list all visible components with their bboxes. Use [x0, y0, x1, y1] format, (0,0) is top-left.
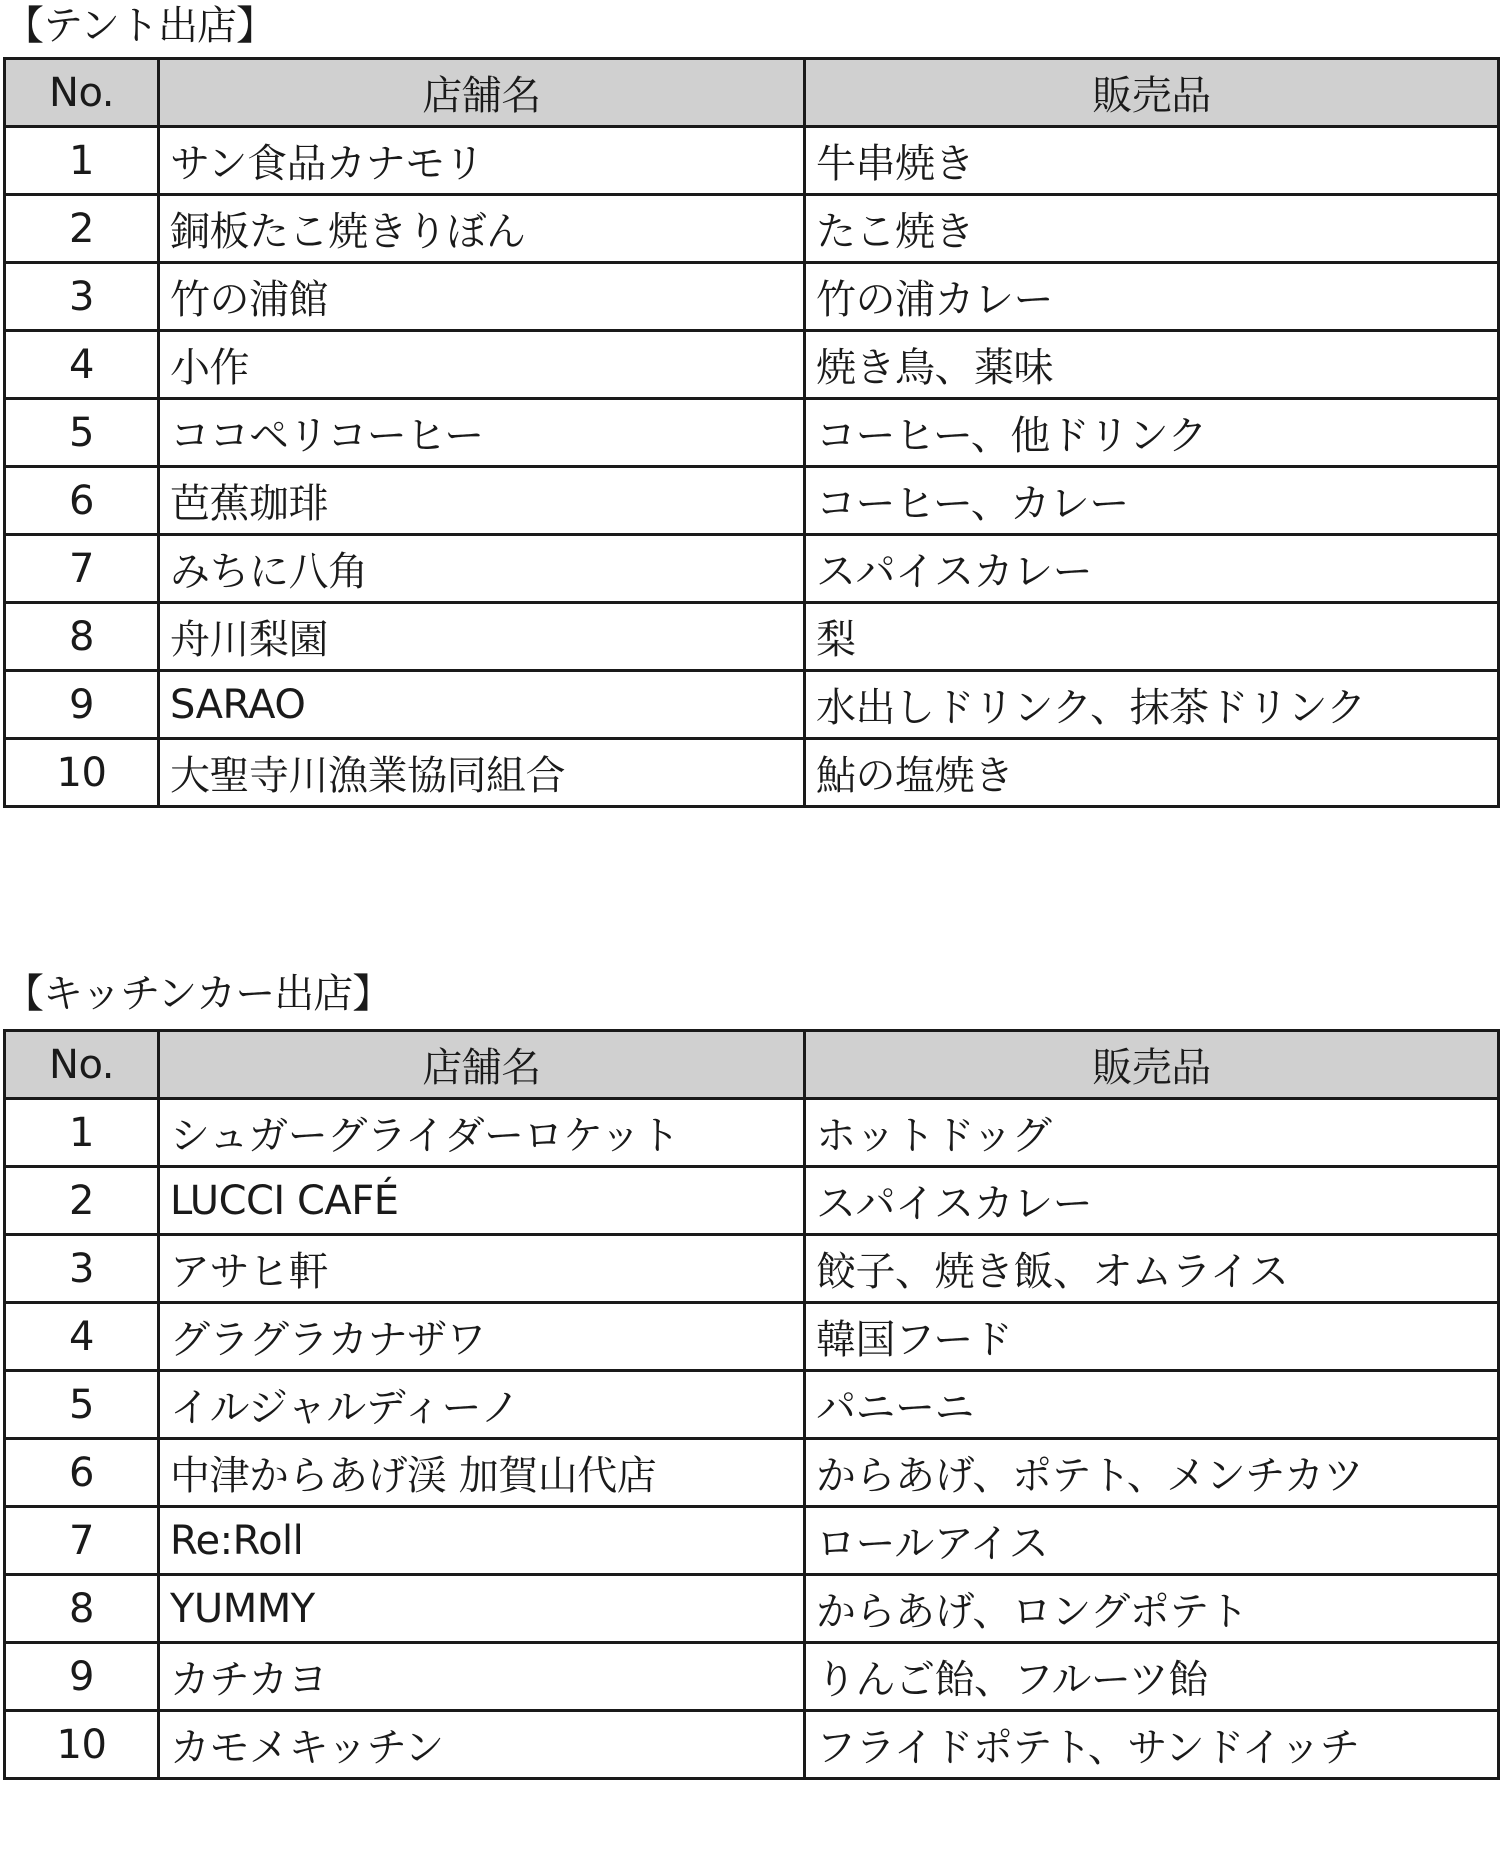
table-row	[5, 331, 1499, 399]
header-items: 販売品	[805, 1031, 1499, 1099]
items-sold: 鮎の塩焼き	[805, 739, 1499, 807]
shop-name: 中津からあげ渓 加賀山代店	[159, 1439, 805, 1507]
items-sold: ホットドッグ	[805, 1099, 1499, 1167]
row-no: 3	[5, 1235, 159, 1303]
row-no: 4	[5, 331, 159, 399]
shop-name: イルジャルディーノ	[159, 1371, 805, 1439]
shop-name: 竹の浦館	[159, 263, 805, 331]
items-sold: 牛串焼き	[805, 127, 1499, 195]
tent-section-title: 【テント出店】	[4, 3, 275, 49]
tent-shop-table	[3, 57, 1500, 808]
shop-name: アサヒ軒	[159, 1235, 805, 1303]
table-row	[5, 127, 1499, 195]
row-no: 5	[5, 1371, 159, 1439]
table-body	[5, 127, 1499, 807]
shop-name: 大聖寺川漁業協同組合	[159, 739, 805, 807]
shop-name: カチカヨ	[159, 1643, 805, 1711]
row-no: 2	[5, 195, 159, 263]
items-sold: たこ焼き	[805, 195, 1499, 263]
table-row	[5, 739, 1499, 807]
table-row	[5, 1371, 1499, 1439]
table-row	[5, 263, 1499, 331]
table-row	[5, 1575, 1499, 1643]
items-sold: ロールアイス	[805, 1507, 1499, 1575]
shop-name: 舟川梨園	[159, 603, 805, 671]
items-sold: コーヒー、他ドリンク	[805, 399, 1499, 467]
row-no: 1	[5, 1099, 159, 1167]
items-sold: からあげ、ロングポテト	[805, 1575, 1499, 1643]
header-items: 販売品	[805, 59, 1499, 127]
shop-name: カモメキッチン	[159, 1711, 805, 1779]
shop-name: シュガーグライダーロケット	[159, 1099, 805, 1167]
table-body	[5, 1099, 1499, 1779]
kitchen-car-shop-table	[3, 1029, 1500, 1780]
row-no: 1	[5, 127, 159, 195]
items-sold: フライドポテト、サンドイッチ	[805, 1711, 1499, 1779]
table-row	[5, 399, 1499, 467]
row-no: 6	[5, 1439, 159, 1507]
shop-name: 銅板たこ焼きりぼん	[159, 195, 805, 263]
shop-name: ココペリコーヒー	[159, 399, 805, 467]
items-sold: パニーニ	[805, 1371, 1499, 1439]
row-no: 10	[5, 739, 159, 807]
items-sold: 韓国フード	[805, 1303, 1499, 1371]
items-sold: 竹の浦カレー	[805, 263, 1499, 331]
shop-name: サン食品カナモリ	[159, 127, 805, 195]
items-sold: スパイスカレー	[805, 1167, 1499, 1235]
table-row	[5, 535, 1499, 603]
items-sold: 水出しドリンク、抹茶ドリンク	[805, 671, 1499, 739]
items-sold: コーヒー、カレー	[805, 467, 1499, 535]
header-shop-name: 店舗名	[159, 1031, 805, 1099]
shop-name: みちに八角	[159, 535, 805, 603]
row-no: 9	[5, 1643, 159, 1711]
shop-name: SARAO	[159, 671, 805, 739]
table-row	[5, 1711, 1499, 1779]
table-row	[5, 1235, 1499, 1303]
table-row	[5, 195, 1499, 263]
kitchen-car-section-title: 【キッチンカー出店】	[4, 971, 392, 1017]
items-sold: からあげ、ポテト、メンチカツ	[805, 1439, 1499, 1507]
shop-name: YUMMY	[159, 1575, 805, 1643]
row-no: 6	[5, 467, 159, 535]
row-no: 4	[5, 1303, 159, 1371]
table-row	[5, 1099, 1499, 1167]
row-no: 9	[5, 671, 159, 739]
items-sold: りんご飴、フルーツ飴	[805, 1643, 1499, 1711]
header-no: No.	[5, 59, 159, 127]
header-no: No.	[5, 1031, 159, 1099]
table-row	[5, 1643, 1499, 1711]
table-row	[5, 1439, 1499, 1507]
table-header-row	[5, 1031, 1499, 1099]
items-sold: スパイスカレー	[805, 535, 1499, 603]
shop-name: 小作	[159, 331, 805, 399]
table-row	[5, 1507, 1499, 1575]
row-no: 5	[5, 399, 159, 467]
shop-name: 芭蕉珈琲	[159, 467, 805, 535]
table-row	[5, 603, 1499, 671]
shop-name: LUCCI CAFÉ	[159, 1167, 805, 1235]
table-row	[5, 671, 1499, 739]
table-row	[5, 1303, 1499, 1371]
table-row	[5, 467, 1499, 535]
row-no: 7	[5, 1507, 159, 1575]
items-sold: 餃子、焼き飯、オムライス	[805, 1235, 1499, 1303]
table-header-row	[5, 59, 1499, 127]
items-sold: 梨	[805, 603, 1499, 671]
table-row	[5, 1167, 1499, 1235]
items-sold: 焼き鳥、薬味	[805, 331, 1499, 399]
row-no: 10	[5, 1711, 159, 1779]
row-no: 3	[5, 263, 159, 331]
row-no: 8	[5, 1575, 159, 1643]
row-no: 8	[5, 603, 159, 671]
header-shop-name: 店舗名	[159, 59, 805, 127]
shop-name: Re:Roll	[159, 1507, 805, 1575]
shop-name: グラグラカナザワ	[159, 1303, 805, 1371]
row-no: 7	[5, 535, 159, 603]
row-no: 2	[5, 1167, 159, 1235]
